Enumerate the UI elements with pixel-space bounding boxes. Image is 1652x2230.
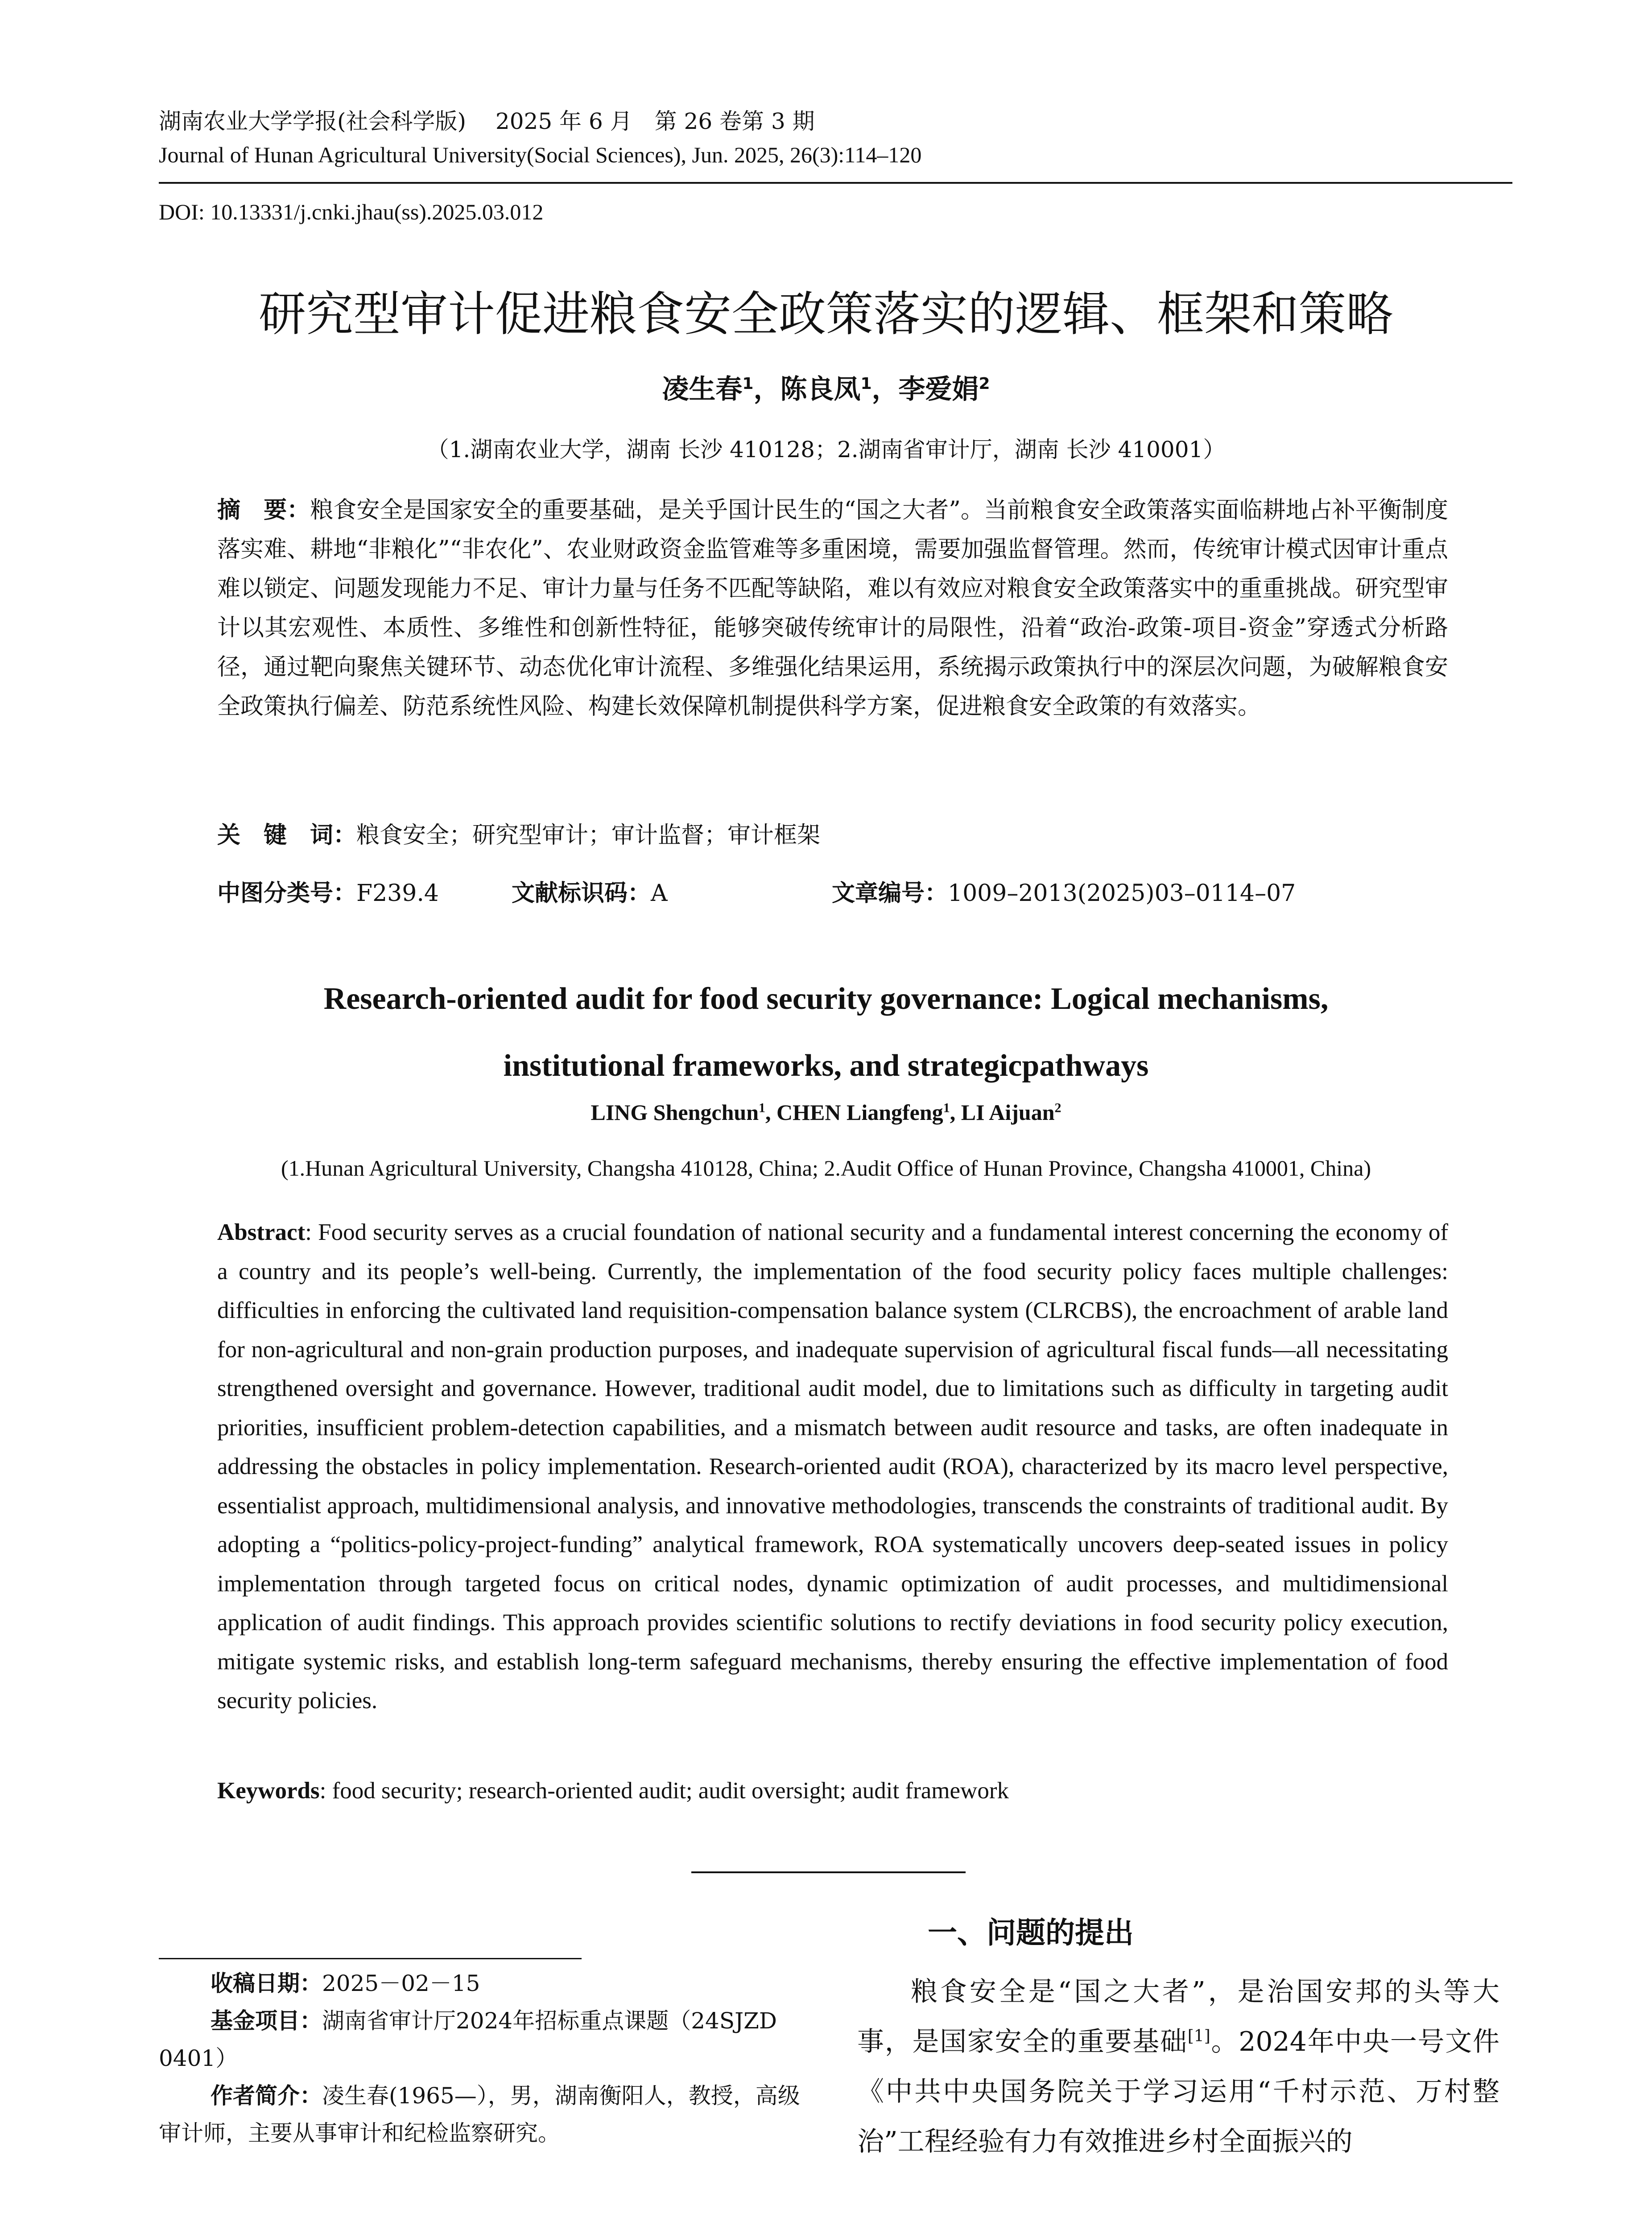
- keywords-label-en: Keywords: [217, 1778, 320, 1804]
- author-name: 凌生春: [662, 374, 743, 405]
- paper-title-en: [0, 966, 1652, 1099]
- keywords-text-en: : food security; research-oriented audit; audit oversight; audit framework: [319, 1778, 1009, 1804]
- author-list-en: [0, 1099, 1652, 1125]
- journal-header-en: Journal of Hunan Agricultural University(Social Sciences), Jun. 2025, 26(3):114–120: [159, 142, 922, 167]
- keywords-en: [217, 1777, 1448, 1804]
- author-affiliation-mark: 1: [759, 1100, 766, 1115]
- journal-header-cn: 湖南农业大学学报(社会科学版) 2025 年 6 月 第 26 卷第 3 期: [159, 108, 815, 134]
- article-number: [832, 874, 1296, 908]
- clc-value: F239.4: [356, 880, 439, 907]
- author-separator: ，: [753, 374, 781, 405]
- author-name: LING Shengchun: [591, 1100, 759, 1125]
- author-separator: ,: [950, 1100, 961, 1125]
- citation-ref[interactable]: [1]: [1187, 2027, 1210, 2045]
- footnote-received: [159, 1965, 801, 2002]
- body-text-part: 粮食安全是“国之大者”，是治国安邦的头等大事，是国家安全的重要基础: [857, 1976, 1499, 2057]
- received-date: 2025－02－15: [322, 1970, 480, 1996]
- document-code-value: A: [651, 880, 668, 907]
- author-affiliation-mark: 2: [979, 375, 990, 393]
- doi: DOI: 10.13331/j.cnki.jhau(ss).2025.03.012: [159, 199, 544, 224]
- clc-label: 中图分类号：: [217, 880, 357, 907]
- footnote-fund: [159, 2002, 801, 2077]
- author-bio-label: 作者简介：: [211, 2083, 322, 2109]
- author-affiliation-mark: 1: [742, 375, 754, 393]
- header-divider: [159, 182, 1512, 184]
- document-code-label: 文献标识码：: [512, 880, 651, 907]
- article-number-label: 文章编号：: [832, 880, 948, 907]
- footnote-divider: [159, 1958, 582, 1959]
- author-name: 李爱娟: [898, 374, 979, 405]
- author-affiliation-mark: 2: [1054, 1100, 1061, 1115]
- section-body: [857, 1967, 1499, 2167]
- document-code: [512, 874, 668, 908]
- keywords-label-cn: 关 键 词：: [217, 822, 357, 849]
- affiliations-en: (1.Hunan Agricultural University, Changsha 410128, China; 2.Audit Office of Hunan Province, Changsha 410001, China): [281, 1156, 1371, 1181]
- footnotes: [159, 1965, 801, 2152]
- section-divider: [691, 1871, 966, 1873]
- author-name: LI Aijuan: [961, 1100, 1055, 1125]
- author-affiliation-mark: 1: [860, 375, 872, 393]
- author-bio: 凌生春(1965—），男，湖南衡阳人，教授，高级审计师，主要从事审计和纪检监察研究。: [159, 2083, 800, 2146]
- keywords-text-cn: 粮食安全；研究型审计；审计监督；审计框架: [356, 822, 821, 849]
- received-label: 收稿日期：: [211, 1970, 322, 1996]
- fund-label: 基金项目：: [211, 2008, 322, 2034]
- abstract-text-en: : Food security serves as a crucial foundation of national security and a fundamental interest concerning the economy of a country and its people’s well-being. Currently, the implementation of the food security policy faces multiple challenges: difficulties in enforcing the cultivated land requisition-compensation balance system (CLRCBS), the encroachment of arable land for non-agricultural and non-grain production purposes, and inadequate supervision of agricultural fiscal funds—all necessitating strengthened oversight and governance. However, traditional audit model, due to limitations such as difficulty in targeting audit priorities, insufficient problem-detection capabilities, and a mismatch between audit resource and tasks, are often inadequate in addressing the obstacles in policy implementation. Research-oriented audit (ROA), characterized by its macro level perspective, essentialist approach, multidimensional analysis, and innovative methodologies, transcends the constraints of traditional audit. By adopting a “politics-policy-project-funding” analytical framework, ROA systematically uncovers deep-seated issues in policy implementation through targeted focus on critical nodes, dynamic optimization of audit processes, and multidimensional application of audit findings. This approach provides scientific solutions to rectify deviations in food security policy execution, mitigate systemic risks, and establish long-term safeguard mechanisms, thereby ensuring the effective implementation of food security policies.: [217, 1219, 1448, 1714]
- section-heading: 一、问题的提出: [928, 1916, 1134, 1950]
- abstract-cn: [217, 491, 1448, 726]
- abstract-text-cn: 粮食安全是国家安全的重要基础，是关乎国计民生的“国之大者”。当前粮食安全政策落实面临耕地占补平衡制度落实难、耕地“非粮化”“非农化”、农业财政资金监管难等多重困境，需要加强监督管理。然而，传统审计模式因审计重点难以锁定、问题发现能力不足、审计力量与任务不匹配等缺陷，难以有效应对粮食安全政策落实中的重重挑战。研究型审计以其宏观性、本质性、多维性和创新性特征，能够突破传统审计的局限性，沿着“政治-政策-项目-资金”穿透式分析路径，通过靶向聚焦关键环节、动态优化审计流程、多维强化结果运用，系统揭示政策执行中的深层次问题，为破解粮食安全政策执行偏差、防范系统性风险、构建长效保障机制提供科学方案，促进粮食安全政策的有效落实。: [217, 497, 1448, 720]
- author-name: 陈良凤: [780, 374, 861, 405]
- body-text-part: 。2024年中央一号文件《中共中央国务院关于学习运用“千村示范、万村整治”工程经验有力有效推进乡村全面振兴的: [857, 2026, 1500, 2157]
- fund-value: 湖南省审计厅2024年招标重点课题（24SJZD 0401）: [159, 2008, 777, 2071]
- keywords-cn: [217, 816, 1448, 850]
- paper-title-en-line2: institutional frameworks, and strategicpathways: [503, 1049, 1149, 1083]
- paper-title-cn: 研究型审计促进粮食安全政策落实的逻辑、框架和策略: [259, 287, 1393, 342]
- footnote-author: [159, 2077, 801, 2152]
- paper-title-en-line1: Research-oriented audit for food security governance: Logical mechanisms,: [323, 982, 1329, 1016]
- author-name: CHEN Liangfeng: [776, 1100, 943, 1125]
- author-affiliation-mark: 1: [943, 1100, 950, 1115]
- abstract-label-cn: 摘 要：: [217, 497, 310, 524]
- abstract-label-en: Abstract: [217, 1219, 306, 1245]
- abstract-en: [217, 1213, 1448, 1721]
- clc-number: [217, 874, 439, 908]
- author-separator: ,: [765, 1100, 777, 1125]
- affiliations-cn: （1.湖南农业大学，湖南 长沙 410128；2.湖南省审计厅，湖南 长沙 410001）: [426, 437, 1226, 463]
- author-list-cn: [0, 368, 1652, 406]
- author-separator: ，: [871, 374, 899, 405]
- article-number-value: 1009–2013(2025)03–0114–07: [948, 880, 1296, 907]
